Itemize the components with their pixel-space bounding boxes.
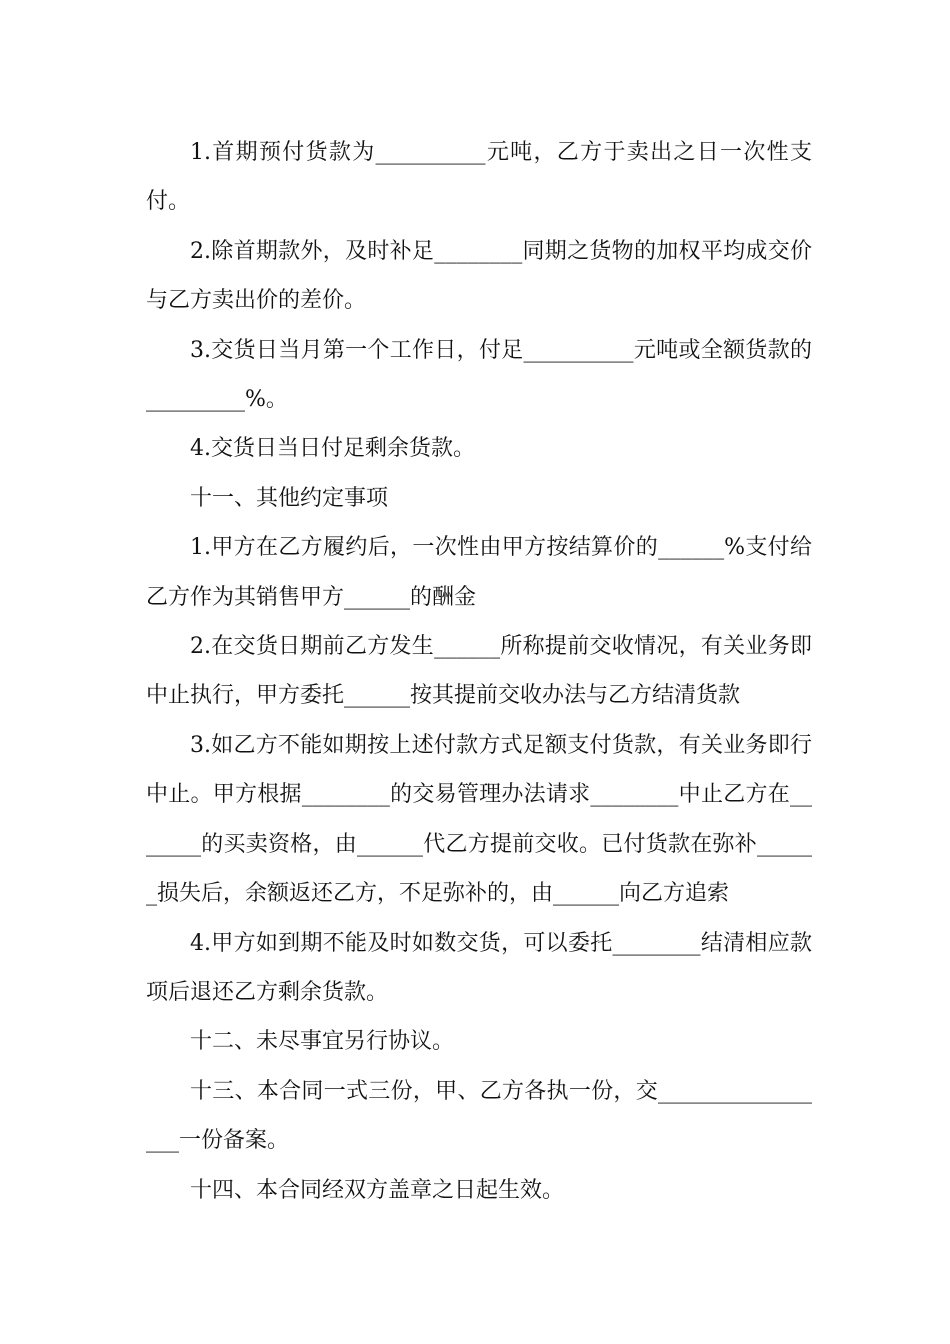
paragraph-delivery-day-payment: 4.交货日当日付足剩余货款。: [190, 436, 475, 462]
contract-body: [146, 128, 812, 1215]
section-heading-copies: 十三、本合同一式三份，甲、乙方各执一份，交_________________一份备案。: [146, 1078, 812, 1154]
section-heading-unresolved-matters: 十二、未尽事宜另行协议。: [190, 1029, 455, 1055]
section-heading-effective-date: 十四、本合同经双方盖章之日起生效。: [190, 1177, 565, 1203]
paragraph-delivery-default: 4.甲方如到期不能及时如数交货，可以委托________结清相应款项后退还乙方剩余货款。: [146, 930, 812, 1005]
paragraph-price-difference: 2.除首期款外，及时补足________同期之货物的加权平均成交价与乙方卖出价的差价。: [146, 238, 812, 314]
paragraph-commission: 1.甲方在乙方履约后，一次性由甲方按结算价的______%支付给乙方作为其销售甲方______的酬金: [146, 535, 812, 610]
paragraph-first-workday-payment: 3.交货日当月第一个工作日，付足__________元吨或全额货款的_________%。: [146, 337, 812, 413]
section-heading-other-terms: 十一、其他约定事项: [190, 485, 389, 511]
paragraph-early-delivery: 2.在交货日期前乙方发生______所称提前交收情况，有关业务即中止执行，甲方委托______按其提前交收办法与乙方结清货款: [146, 634, 812, 709]
paragraph-payment-default: 3.如乙方不能如期按上述付款方式足额支付货款，有关业务即行中止。甲方根据________的交易管理办法请求________中止乙方在_______的买卖资格，由______代乙方提前交收。已付货款在弥补______损失后，余额返还乙方，不足弥补的，由______向乙方追索: [146, 732, 812, 907]
paragraph-prepayment: 1.首期预付货款为__________元吨，乙方于卖出之日一次性支付。: [146, 140, 812, 215]
